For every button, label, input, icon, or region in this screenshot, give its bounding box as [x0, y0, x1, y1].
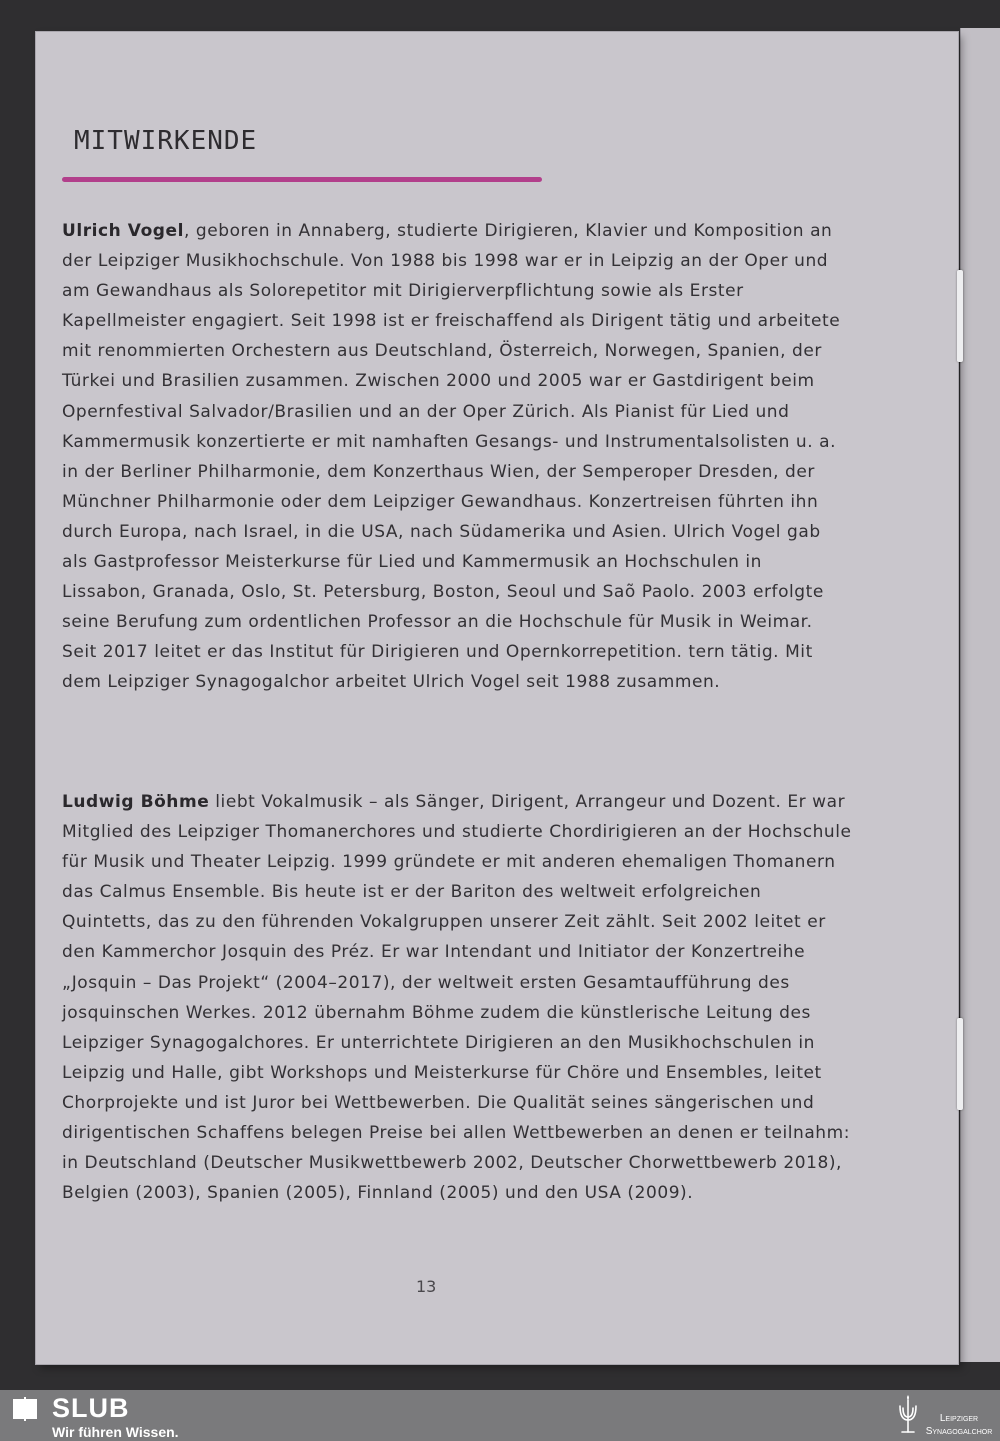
- choir-logo-text[interactable]: [922, 1412, 996, 1438]
- binding-stitch: [957, 1018, 963, 1110]
- facing-page-edge: [960, 28, 1000, 1362]
- binding-stitch: [957, 270, 963, 362]
- bio-ludwig-boehme: [62, 787, 852, 1208]
- bio-text: , geboren in Annaberg, studierte Dirigieren, Klavier und Komposition an der Leipziger Musikhochschule. Von 1988 bis 1998 war er in Leipzig an der Oper und am Gewandhaus als Solorepetitor mit Dirigierverpflichtung sowie als Erster Kapellmeister engagiert. Seit 1998 ist er freischaffend als Dirigent tätig und arbeitete mit renommierten Orchestern aus Deutschland, Österreich, Norwegen, Spanien, der Türkei und Brasilien zusammen. Zwischen 2000 und 2005 war er Gastdirigent beim Opernfestival Salvador/Brasilien und an der Oper Zürich. Als Pianist für Lied und Kammermusik konzertierte er mit namhaften Gesangs- und Instrumentalsolisten u. a. in der Berliner Philharmonie, dem Konzerthaus Wien, der Semperoper Dresden, der Münchner Philharmonie oder dem Leipziger Gewandhaus. Konzertreisen führten ihn durch Europa, nach Israel, in die USA, nach Südamerika und Asien. Ulrich Vogel gab als Gastprofessor Meisterkurse für Lied und Kammermusik an Hochschulen in Lissabon, Granada, Oslo, St. Petersburg, Boston, Seoul und Saõ Paolo. 2003 erfolgte seine Berufung zum ordentlichen Professor an die Hochschule für Musik in Weimar. Seit 2017 leitet er das Institut für Dirigieren und Opernkorrepetition. tern tätig. Mit dem Leipziger Synagogalchor arbeitet Ulrich Vogel seit 1988 zusammen.: [62, 221, 841, 693]
- slub-tagline: Wir führen Wissen.: [52, 1424, 179, 1440]
- choir-name-line1: Leipziger: [939, 1413, 979, 1424]
- book-icon: [12, 1396, 40, 1422]
- bio-name: Ludwig Böhme: [62, 792, 210, 812]
- slub-logo-text[interactable]: SLUB: [52, 1393, 130, 1423]
- bio-ulrich-vogel: [62, 216, 852, 698]
- page-number: 13: [416, 1277, 437, 1296]
- choir-name-line2: Synagogalchor: [925, 1426, 993, 1437]
- bio-text: liebt Vokalmusik – als Sänger, Dirigent, Arrangeur und Dozent. Er war Mitglied des Leipziger Thomanerchores und studierte Chordirigieren an der Hochschule für Musik und Theater Leipzig. 1999 gründete er mit anderen ehemaligen Thomanern das Calmus Ensemble. Bis heute ist er der Bariton des weltweit erfolgreichen Quintetts, das zu den führenden Vokalgruppen unserer Zeit zählt. Seit 2002 leitet er den Kammerchor Josquin des Préz. Er war Intendant und Initiator der Konzertreihe „Josquin – Das Projekt“ (2004–2017), der weltweit ersten Gesamtaufführung des josquinschen Werkes. 2012 übernahm Böhme zudem die künstlerische Leitung des Leipziger Synagogalchores. Er unterrichtete Dirigieren an den Musikhochschulen in Leipzig und Halle, gibt Workshops und Meisterkurse für Chöre und Ensembles, leitet Chorprojekte und ist Juror bei Wettbewerben. Die Qualität seines sängerischen und dirigentischen Schaffens belegen Preise bei allen Wettbewerben an denen er teilnahm: in Deutschland (Deutscher Musikwettbewerb 2002, Deutscher Chorwettbewerb 2018), Belgien (2003), Spanien (2005), Finnland (2005) und den USA (2009).: [62, 792, 852, 1204]
- menorah-icon: [896, 1394, 920, 1436]
- bio-name: Ulrich Vogel: [62, 221, 184, 241]
- heading-underline: [62, 177, 542, 182]
- page-heading: MITWIRKENDE: [74, 126, 258, 156]
